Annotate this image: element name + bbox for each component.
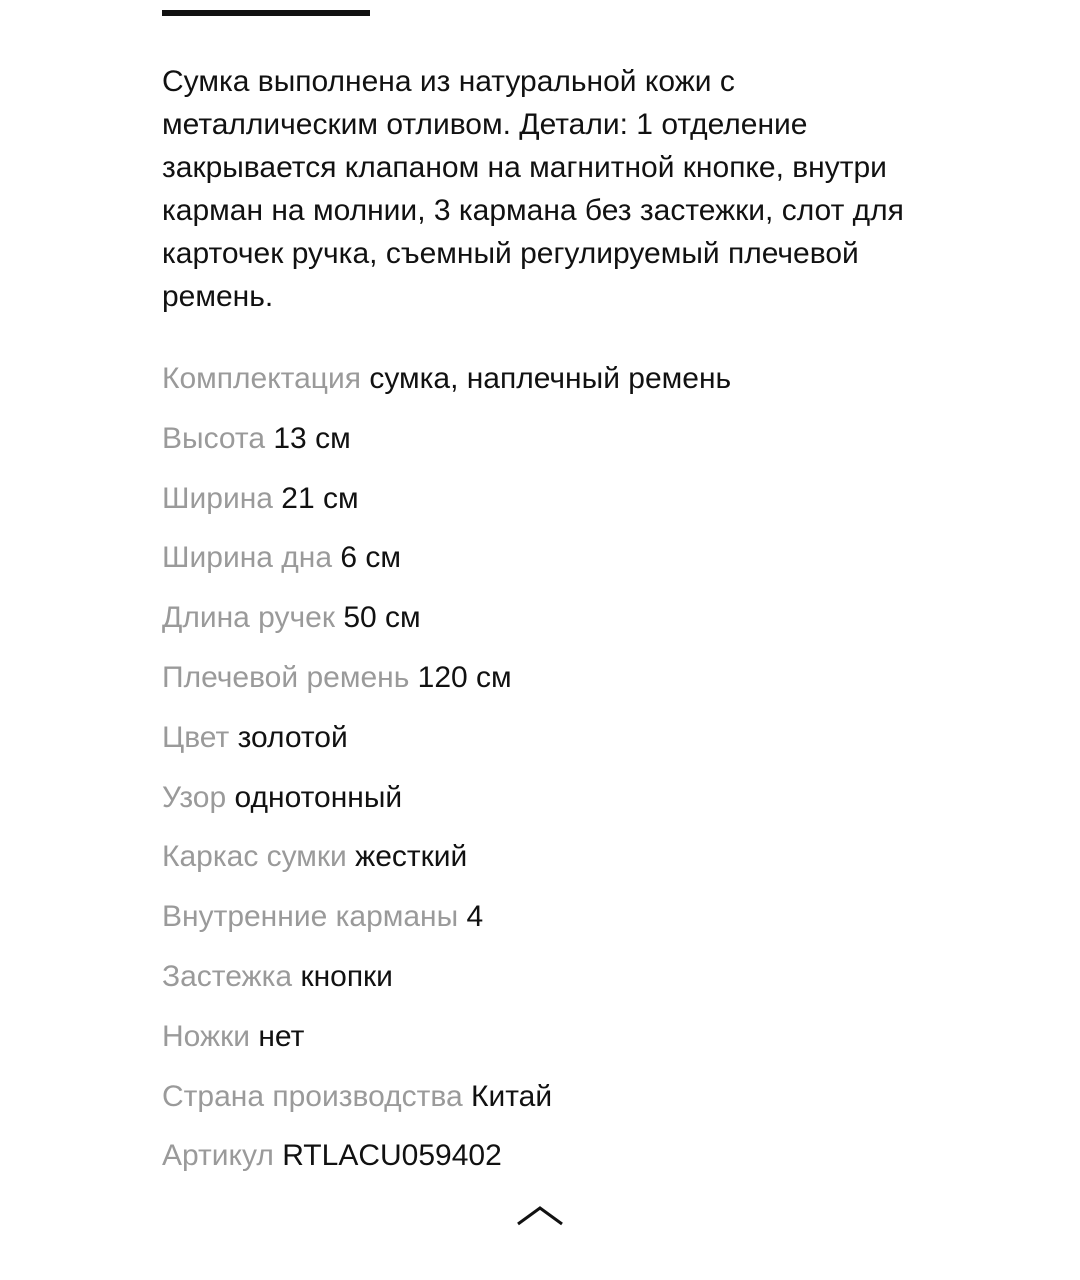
spec-row-country <box>162 1074 962 1134</box>
spec-label: Ширина дна <box>162 541 333 575</box>
spec-value: RTLACU059402 <box>282 1139 502 1173</box>
spec-row-handle-length <box>162 595 962 655</box>
spec-label: Плечевой ремень <box>162 660 410 694</box>
spec-row-width <box>162 476 962 536</box>
spec-label: Внутренние карманы <box>162 900 459 934</box>
spec-label: Каркас сумки <box>162 840 347 874</box>
spec-row-shoulder-strap <box>162 655 962 715</box>
spec-row-fastener <box>162 954 962 1014</box>
spec-row-bottom-width <box>162 535 962 595</box>
spec-label: Ширина <box>162 481 273 515</box>
spec-value: сумка, наплечный ремень <box>369 362 732 395</box>
spec-value: жесткий <box>355 840 468 874</box>
product-description: Сумка выполнена из натуральной кожи с металлическим отливом. Детали: 1 отделение закрывается клапаном на магнитной кнопке, внутри карман на молнии, 3 кармана без застежки, слот для карточек ручка, съемный регулируемый плечевой ремень. <box>162 65 904 313</box>
spec-row-height <box>162 416 962 476</box>
spec-row-pattern <box>162 775 962 835</box>
spec-label: Цвет <box>162 720 230 754</box>
spec-label: Высота <box>162 421 266 455</box>
spec-value: Китай <box>471 1079 553 1113</box>
spec-label: Комплектация <box>162 362 361 395</box>
spec-row-article <box>162 1133 962 1193</box>
spec-value: 6 см <box>340 541 402 575</box>
spec-label: Узор <box>162 780 227 814</box>
chevron-up-icon[interactable] <box>514 1200 566 1232</box>
spec-value: однотонный <box>234 780 403 814</box>
spec-label: Артикул <box>162 1139 274 1173</box>
spec-label: Страна производства <box>162 1079 463 1113</box>
spec-value: 50 см <box>343 601 421 635</box>
spec-value: кнопки <box>300 959 393 993</box>
spec-label: Застежка <box>162 959 293 993</box>
product-specs-list <box>162 356 962 1193</box>
spec-label: Длина ручек <box>162 601 335 635</box>
spec-row-inner-pockets <box>162 894 962 954</box>
spec-value: 21 см <box>281 481 359 515</box>
spec-label: Ножки <box>162 1019 250 1053</box>
spec-value: 4 <box>466 900 484 934</box>
spec-value: нет <box>258 1019 305 1053</box>
spec-row-frame <box>162 834 962 894</box>
spec-row-color <box>162 715 962 775</box>
spec-value: 13 см <box>273 421 351 455</box>
spec-value: 120 см <box>417 660 512 694</box>
spec-row-feet <box>162 1014 962 1074</box>
spec-row-kit <box>162 356 962 416</box>
active-tab-indicator <box>162 10 370 16</box>
spec-value: золотой <box>237 720 348 754</box>
